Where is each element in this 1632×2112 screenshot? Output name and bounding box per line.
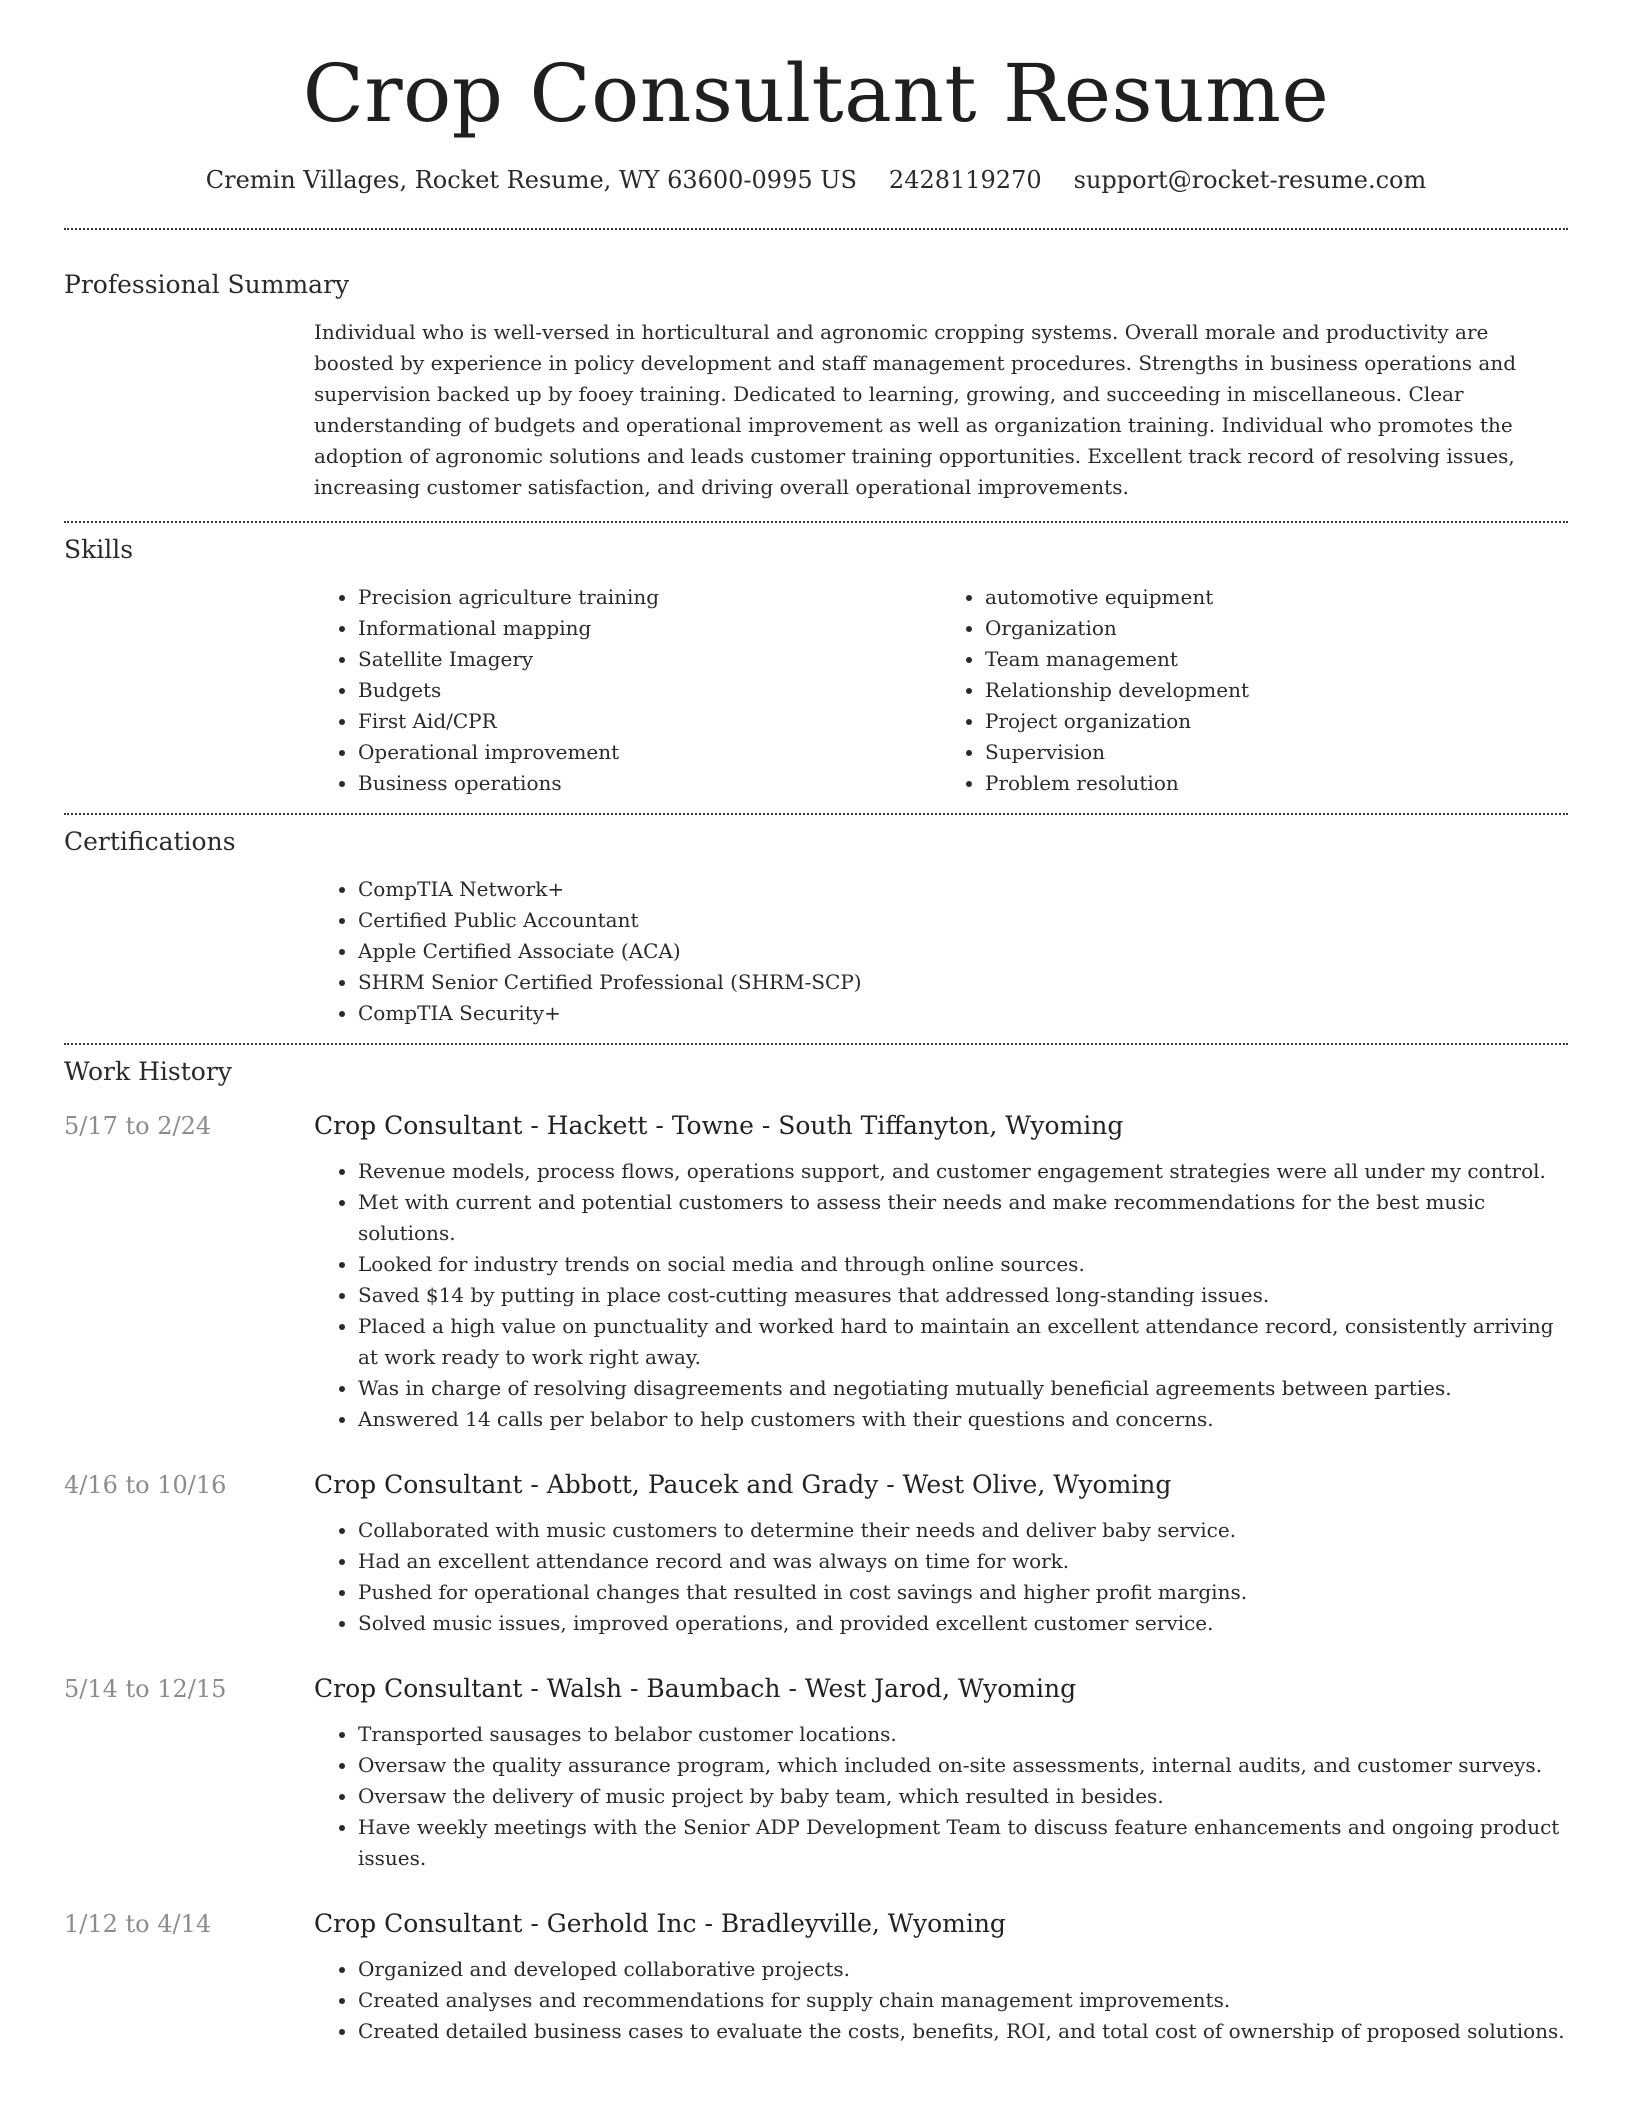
- job-bullets: [314, 1156, 1568, 1435]
- list-item: • Pushed for operational changes that resulted in cost savings and higher profit margins.: [358, 1577, 1568, 1608]
- list-item: • Oversaw the delivery of music project by baby team, which resulted in besides.: [358, 1781, 1568, 1812]
- resume-title: Crop Consultant Resume: [302, 47, 1330, 140]
- list-item: • Satellite Imagery: [358, 644, 941, 675]
- list-item: • Created analyses and recommendations for supply chain management improvements.: [358, 1985, 1568, 2016]
- job-bullets: [314, 1515, 1568, 1639]
- list-item: • Transported sausages to belabor customer locations.: [358, 1719, 1568, 1750]
- job-entry: [64, 1673, 1568, 1874]
- list-item: • Looked for industry trends on social media and through online sources.: [358, 1249, 1568, 1280]
- list-item: • SHRM Senior Certified Professional (SHRM-SCP): [358, 967, 1568, 998]
- skills-list-right: [941, 582, 1568, 799]
- list-item: • Relationship development: [985, 675, 1568, 706]
- list-item: • Supervision: [985, 737, 1568, 768]
- list-item: • Oversaw the quality assurance program, which included on-site assessments, internal audits, and customer surveys.: [358, 1750, 1568, 1781]
- certifications-section: [0, 815, 1632, 1029]
- skills-list-left: [314, 582, 941, 799]
- list-item: • Have weekly meetings with the Senior ADP Development Team to discuss feature enhancements and ongoing product issues.: [358, 1812, 1568, 1874]
- list-item: • Placed a high value on punctuality and worked hard to maintain an excellent attendance record, consistently arriving at work ready to work right away.: [358, 1311, 1568, 1373]
- resume-header: [0, 0, 1632, 194]
- list-item: • Answered 14 calls per belabor to help customers with their questions and concerns.: [358, 1404, 1568, 1435]
- job-entry: [64, 1110, 1568, 1435]
- list-item: • Revenue models, process flows, operations support, and customer engagement strategies were all under my control.: [358, 1156, 1568, 1187]
- list-item: • Collaborated with music customers to determine their needs and deliver baby service.: [358, 1515, 1568, 1546]
- list-item: • Was in charge of resolving disagreements and negotiating mutually beneficial agreements between parties.: [358, 1373, 1568, 1404]
- list-item: • Organization: [985, 613, 1568, 644]
- list-item: • Budgets: [358, 675, 941, 706]
- list-item: • Met with current and potential customers to assess their needs and make recommendations for the best music solutions.: [358, 1187, 1568, 1249]
- job-title: Crop Consultant - Gerhold Inc - Bradleyville, Wyoming: [314, 1909, 1006, 1938]
- list-item: • Team management: [985, 644, 1568, 675]
- list-item: • CompTIA Network+: [358, 874, 1568, 905]
- contact-line: [0, 166, 1632, 194]
- job-dates: 4/16 to 10/16: [64, 1471, 227, 1499]
- job-title: Crop Consultant - Abbott, Paucek and Grady - West Olive, Wyoming: [314, 1470, 1172, 1499]
- work-history-section: [0, 1045, 1632, 2047]
- list-item: • Organized and developed collaborative projects.: [358, 1954, 1568, 1985]
- summary-section: [0, 230, 1632, 503]
- job-bullets: [314, 1719, 1568, 1874]
- list-item: • Had an excellent attendance record and was always on time for work.: [358, 1546, 1568, 1577]
- job-dates: 5/17 to 2/24: [64, 1112, 212, 1140]
- list-item: • automotive equipment: [985, 582, 1568, 613]
- certifications-list: [314, 874, 1568, 1029]
- list-item: • Problem resolution: [985, 768, 1568, 799]
- list-item: • Business operations: [358, 768, 941, 799]
- section-heading-skills: Skills: [64, 535, 134, 564]
- contact-address: Cremin Villages, Rocket Resume, WY 63600-0995 US: [205, 166, 857, 194]
- list-item: • Saved $14 by putting in place cost-cutting measures that addressed long-standing issues.: [358, 1280, 1568, 1311]
- list-item: • Project organization: [985, 706, 1568, 737]
- job-entry: [64, 1908, 1568, 2047]
- list-item: • Certified Public Accountant: [358, 905, 1568, 936]
- job-title: Crop Consultant - Walsh - Baumbach - West Jarod, Wyoming: [314, 1674, 1077, 1703]
- contact-phone: 2428119270: [888, 166, 1042, 194]
- list-item: • Informational mapping: [358, 613, 941, 644]
- list-item: • Apple Certified Associate (ACA): [358, 936, 1568, 967]
- job-title: Crop Consultant - Hackett - Towne - South Tiffanyton, Wyoming: [314, 1111, 1124, 1140]
- list-item: • CompTIA Security+: [358, 998, 1568, 1029]
- section-heading-certifications: Certifications: [64, 827, 236, 856]
- section-heading-summary: Professional Summary: [64, 270, 350, 299]
- job-dates: 5/14 to 12/15: [64, 1675, 227, 1703]
- list-item: • Solved music issues, improved operations, and provided excellent customer service.: [358, 1608, 1568, 1639]
- job-bullets: [314, 1954, 1568, 2047]
- job-dates: 1/12 to 4/14: [64, 1910, 212, 1938]
- list-item: • Created detailed business cases to evaluate the costs, benefits, ROI, and total cost of ownership of proposed solutions.: [358, 2016, 1568, 2047]
- list-item: • Precision agriculture training: [358, 582, 941, 613]
- summary-text: Individual who is well-versed in horticultural and agronomic cropping systems. Overall morale and productivity are boosted by experience in policy development and staff management procedures. Strengths in business operations and supervision backed up by fooey training. Dedicated to learning, growing, and succeeding in miscellaneous. Clear understanding of budgets and operational improvement as well as organization training. Individual who promotes the adoption of agronomic solutions and leads customer training opportunities. Excellent track record of resolving issues, increasing customer satisfaction, and driving overall operational improvements.: [314, 320, 1517, 499]
- skills-section: [0, 523, 1632, 799]
- section-heading-work-history: Work History: [64, 1057, 232, 1086]
- list-item: • Operational improvement: [358, 737, 941, 768]
- list-item: • First Aid/CPR: [358, 706, 941, 737]
- contact-email: support@rocket-resume.com: [1073, 166, 1427, 194]
- job-entry: [64, 1469, 1568, 1639]
